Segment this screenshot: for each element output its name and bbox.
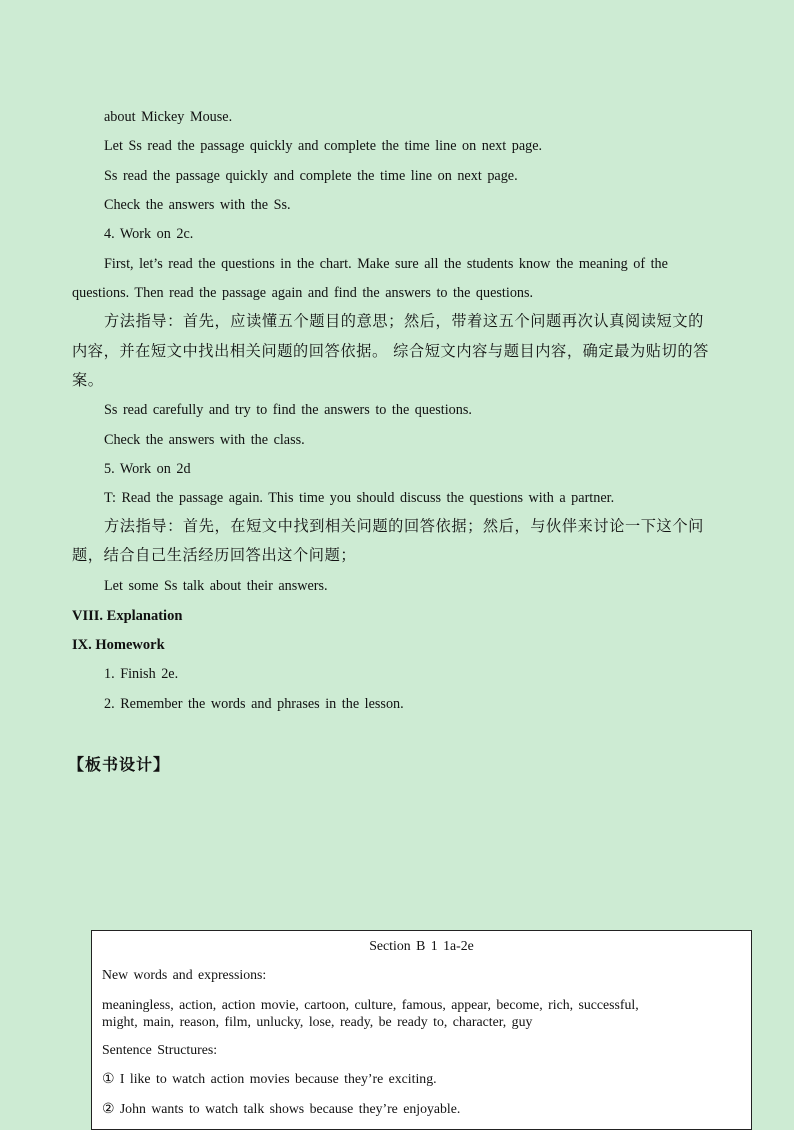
new-words-label: New words and expressions: [102,967,267,982]
board-design-box [91,930,752,1130]
words-line: might, main, reason, film, unlucky, lose, ready, be ready to, character, guy [102,1014,533,1029]
homework-heading: IX. Homework [72,637,165,653]
method-guide-line: 题，结合自己生活经历回答出这个问题； [72,546,357,564]
explanation-heading: VIII. Explanation [72,608,183,624]
board-design-title: 【板书设计】 [68,755,171,774]
words-line: meaningless, action, action movie, cartoon, culture, famous, appear, become, rich, successful, [102,997,639,1012]
method-guide-line: 方法指导：首先，在短文中找到相关问题的回答依据；然后，与伙伴来讨论一下这个问 [104,517,704,535]
body-line: Check the answers with the Ss. [104,197,291,213]
body-line: Let some Ss talk about their answers. [104,578,328,594]
homework-item: 1. Finish 2e. [104,666,179,682]
structures-label: Sentence Structures: [102,1042,218,1057]
homework-item: 2. Remember the words and phrases in the lesson. [104,696,404,712]
body-line: questions. Then read the passage again and find the answers to the questions. [72,285,534,301]
step-heading: 5. Work on 2d [104,461,191,477]
method-guide-line: 方法指导：首先，应读懂五个题目的意思；然后，带着这五个问题再次认真阅读短文的 [104,312,704,330]
method-guide-line: 案。 [72,371,104,389]
method-guide-line: 内容，并在短文中找出相关问题的回答依据。 综合短文内容与题目内容，确定最为贴切的答 [72,342,709,360]
body-line: T: Read the passage again. This time you should discuss the questions with a partner. [104,490,615,506]
body-line: Ss read carefully and try to find the answers to the questions. [104,402,472,418]
body-line: Ss read the passage quickly and complete the time line on next page. [104,168,518,184]
sentence-item: ① I like to watch action movies because they’re exciting. [102,1071,437,1086]
step-heading: 4. Work on 2c. [104,226,194,242]
body-line: Let Ss read the passage quickly and complete the time line on next page. [104,138,543,154]
board-title: Section B 1 1a-2e [369,938,474,953]
body-line: Check the answers with the class. [104,432,305,448]
body-line: First, let’s read the questions in the chart. Make sure all the students know the meaning of the [104,256,668,272]
body-line: about Mickey Mouse. [104,109,233,125]
sentence-item: ② John wants to watch talk shows because they’re enjoyable. [102,1101,461,1116]
